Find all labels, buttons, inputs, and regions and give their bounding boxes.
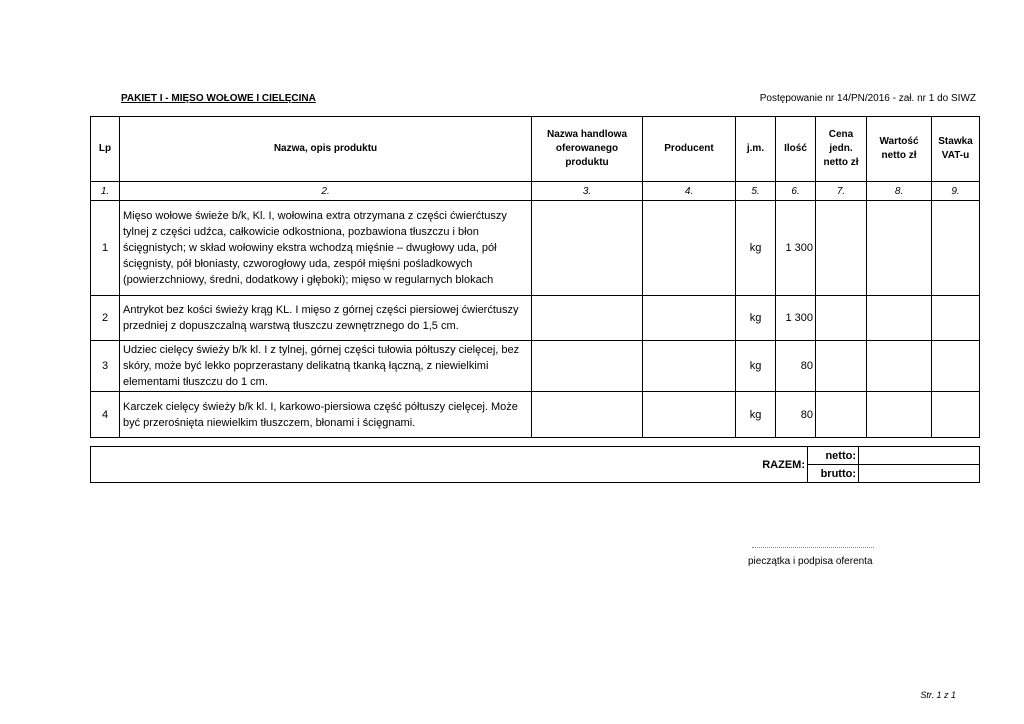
col-header-lp: Lp [91, 117, 120, 182]
description-line: przedniej z dopuszczalną warstwą tłuszczu zewnętrznego do 1,5 cm. [123, 320, 459, 332]
col-header-producer: Producent [643, 117, 736, 182]
description-line: Udziec cielęcy świeży b/k kl. I z tylnej, górnej części tułowia półtuszy cielęcej, bez [123, 344, 520, 356]
description-line: Mięso wołowe świeże b/k, Kl. I, wołowina extra otrzymana z części ćwierćtuszy [123, 210, 507, 222]
row-unit: kg [736, 201, 776, 296]
row-lp: 3 [91, 341, 120, 392]
product-table [90, 116, 980, 438]
row-unit: kg [736, 392, 776, 438]
row-description [120, 201, 532, 296]
row-value-cell[interactable] [867, 201, 932, 296]
row-vat-cell[interactable] [932, 341, 980, 392]
row-qty: 1 300 [776, 296, 816, 341]
row-lp: 1 [91, 201, 120, 296]
col-header-vat [932, 117, 980, 182]
netto-label: netto: [808, 447, 859, 465]
row-trade-name-cell[interactable] [532, 392, 643, 438]
row-unit: kg [736, 341, 776, 392]
row-vat-cell[interactable] [932, 392, 980, 438]
row-value-cell[interactable] [867, 392, 932, 438]
description-line: Karczek cielęcy świeży b/k kl. I, karkowo-piersiowa część półtuszy cielęcej. Może [123, 400, 518, 413]
summary-table [90, 446, 980, 483]
row-description [120, 296, 532, 341]
col-header-price [816, 117, 867, 182]
description-line: tylnej z części udźca, całkowicie odkostniona, pozbawiona tłuszczu i błon [123, 226, 479, 238]
row-producer-cell[interactable] [643, 341, 736, 392]
col-header-unit: j.m. [736, 117, 776, 182]
table-row [91, 392, 980, 438]
column-number: 7. [816, 182, 867, 201]
column-number: 5. [736, 182, 776, 201]
netto-total-cell[interactable] [859, 447, 980, 465]
description-line: elementami tłuszczu do 1 cm. [123, 376, 268, 388]
description-line: ścięgnisty, pół błoniasty, czworogłowy uda, zespół mięśni pośladkowych [123, 258, 473, 270]
column-number: 1. [91, 182, 120, 201]
col-header-price-line2: jedn. [829, 143, 853, 154]
row-description [120, 392, 532, 438]
col-header-vat-line2: VAT-u [941, 150, 970, 161]
col-header-vat-line1: Stawka [938, 136, 973, 147]
row-vat-cell[interactable] [932, 296, 980, 341]
row-lp: 4 [91, 392, 120, 438]
page-number: Str. 1 z 1 [920, 690, 956, 700]
row-vat-cell[interactable] [932, 201, 980, 296]
column-number: 6. [776, 182, 816, 201]
row-value-cell[interactable] [867, 296, 932, 341]
table-row [91, 296, 980, 341]
col-header-price-line3: netto zł [823, 157, 859, 168]
row-producer-cell[interactable] [643, 201, 736, 296]
brutto-total-cell[interactable] [859, 465, 980, 483]
row-description [120, 341, 532, 392]
description-line: (powierzchniowy, średni, dodatkowy i głęboki); mięso w regularnych blokach [123, 274, 494, 286]
description-line: być przerośnięta niewielkim tłuszczem, błonami i ścięgnami. [123, 416, 416, 429]
signature-line [752, 547, 874, 548]
column-number: 3. [532, 182, 643, 201]
row-qty: 1 300 [776, 201, 816, 296]
col-header-value-line1: Wartość [879, 136, 919, 147]
column-number: 8. [867, 182, 932, 201]
col-header-value-line2: netto zł [881, 150, 917, 161]
signature-label: pieczątka i podpisa oferenta [748, 556, 873, 567]
document-title: PAKIET I - MIĘSO WOŁOWE I CIELĘCINA [121, 93, 316, 104]
row-producer-cell[interactable] [643, 392, 736, 438]
row-price-cell[interactable] [816, 296, 867, 341]
column-number-row [91, 182, 980, 201]
row-price-cell[interactable] [816, 392, 867, 438]
col-header-price-line1: Cena [828, 129, 854, 140]
table-header-row [91, 117, 980, 182]
row-value-cell[interactable] [867, 341, 932, 392]
row-trade-name-cell[interactable] [532, 341, 643, 392]
row-trade-name-cell[interactable] [532, 201, 643, 296]
row-lp: 2 [91, 296, 120, 341]
table-row [91, 341, 980, 392]
razem-label: RAZEM: [91, 447, 808, 483]
row-qty: 80 [776, 392, 816, 438]
col-header-trade-name [532, 117, 643, 182]
col-header-trade-name-line1: Nazwa handlowa [546, 129, 627, 140]
row-price-cell[interactable] [816, 341, 867, 392]
table-row [91, 201, 980, 296]
row-price-cell[interactable] [816, 201, 867, 296]
description-line: ścięgnistych; w skład wołowiny ekstra wchodzą mięśnie – dwugłowy uda, pół [123, 242, 497, 254]
row-unit: kg [736, 296, 776, 341]
column-number: 4. [643, 182, 736, 201]
document-reference: Postępowanie nr 14/PN/2016 - zał. nr 1 do SIWZ [759, 93, 976, 104]
brutto-label: brutto: [808, 465, 859, 483]
col-header-name: Nazwa, opis produktu [120, 117, 532, 182]
col-header-trade-name-line2: oferowanego produktu [555, 143, 619, 168]
col-header-value [867, 117, 932, 182]
description-line: Antrykot bez kości świeży krąg KL. I mięso z górnej części piersiowej ćwierćtuszy [123, 304, 519, 316]
description-line: skóry, może być lekko poprzerastany delikatną tkanką łączną, z niewielkimi [123, 360, 489, 372]
column-number: 9. [932, 182, 980, 201]
row-trade-name-cell[interactable] [532, 296, 643, 341]
col-header-qty: Ilość [776, 117, 816, 182]
column-number: 2. [120, 182, 532, 201]
row-producer-cell[interactable] [643, 296, 736, 341]
row-qty: 80 [776, 341, 816, 392]
